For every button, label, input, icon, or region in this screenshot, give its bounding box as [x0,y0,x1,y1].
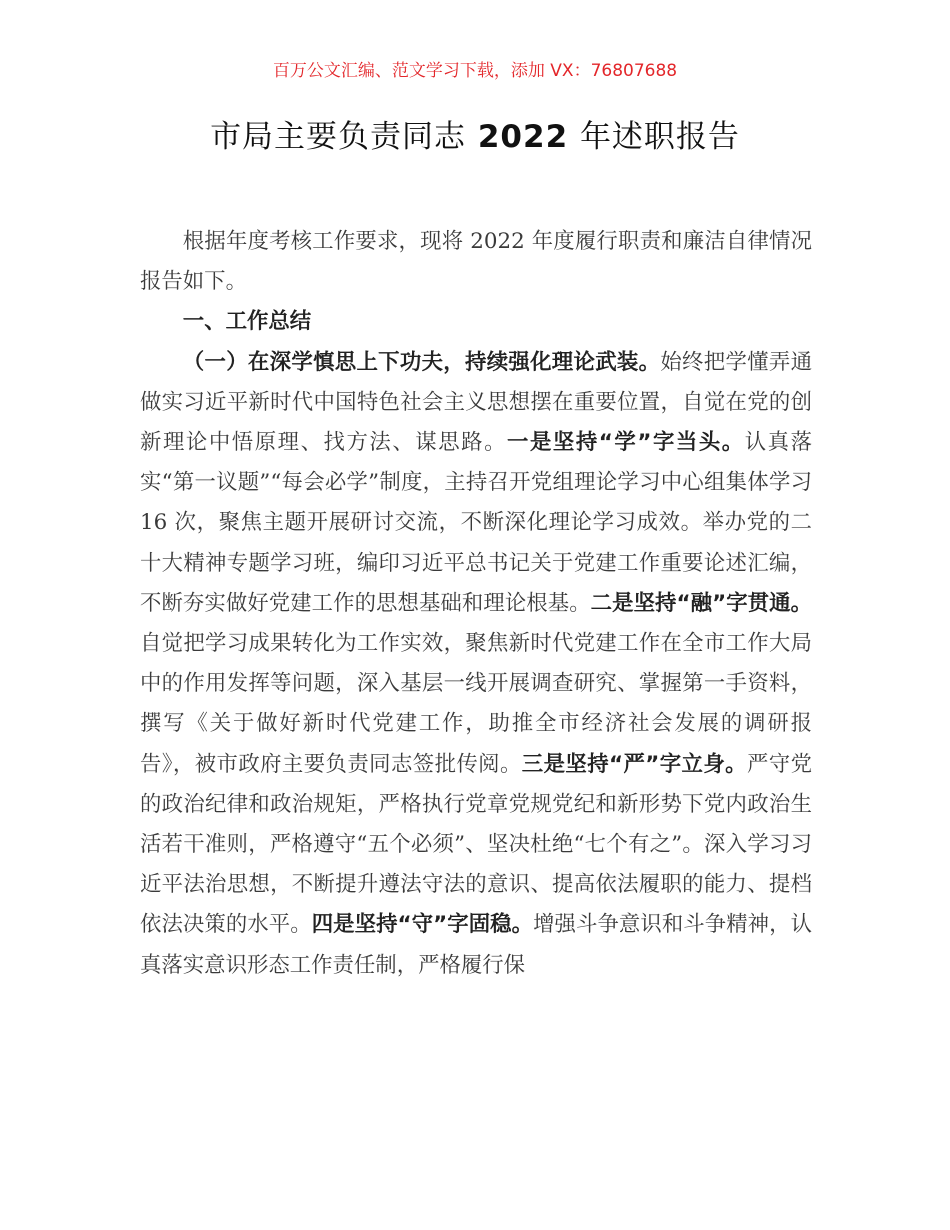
point-heading-2: 二是坚持“融”字贯通。 [590,590,812,616]
document-body [140,222,812,986]
paragraph-theory-study [140,343,812,986]
intro-paragraph: 根据年度考核工作要求，现将 2022 年度履行职责和廉洁自律情况报告如下。 [140,229,812,295]
point-heading-4: 四是坚持“守”字固稳。 [311,912,534,938]
body-text: 自觉把学习成果转化为工作实效，聚焦新时代党建工作在全市工作大局中的作用发挥等问题，深入基层一线开展调查研究、掌握第一手资料，撰写《关于做好新时代党建工作，助推全市经济社会发展的调研报告》，被市政府主要负责同志签批传阅。 [140,631,812,777]
body-text: 严守党的政治纪律和政治规矩，严格执行党章党规党纪和新形势下党内政治生活若干准则，严格遵守“五个必须”、坚决杜绝“七个有之”。深入学习习近平法治思想，不断提升遵法守法的意识、提高依法履职的能力、提档依法决策的水平。 [140,751,812,938]
title-year: 2022 [477,119,569,155]
document-title [0,111,950,156]
point-heading-3: 三是坚持“严”字立身。 [521,751,747,777]
section-heading-work-summary: 一、工作总结 [182,309,312,335]
body-text: 增强斗争意识和斗争精神，认真落实意识形态工作责任制，严格履行保 [140,912,812,978]
watermark-banner: 百万公文汇编、范文学习下载，添加 VX：76807688 [272,61,678,81]
point-heading-1: 一是坚持“学”字当头。 [507,430,745,456]
title-prefix: 市局主要负责同志 [210,119,467,155]
subsection-heading: （一）在深学慎思上下功夫，持续强化理论武装。 [182,349,661,375]
title-suffix: 年述职报告 [579,119,740,155]
body-text: 始终把学懂弄通做实习近平新时代中国特色社会主义思想摆在重要位置，自觉在党的创新理论中悟原理、找方法、谋思路。 [140,349,812,456]
body-text: 认真落实“第一议题”“每会必学”制度，主持召开党组理论学习中心组集体学习 16 次，聚焦主题开展研讨交流，不断深化理论学习成效。举办党的二十大精神专题学习班，编印习近平总书记关于党建工作重要论述汇编，不断夯实做好党建工作的思想基础和理论根基。 [140,430,812,616]
